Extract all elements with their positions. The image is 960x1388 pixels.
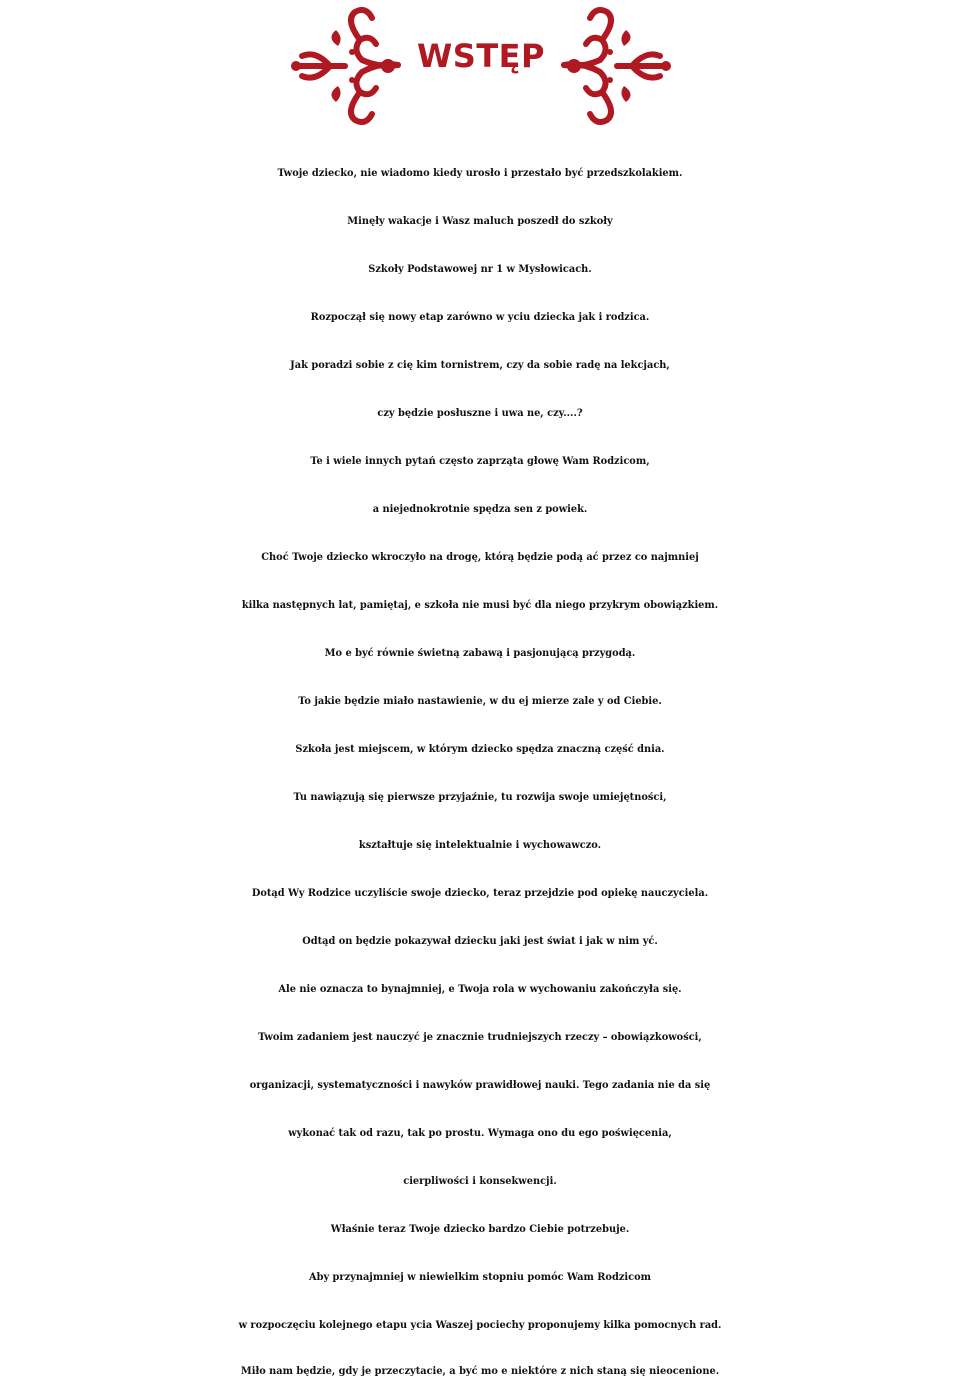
text-line: Jak poradzi sobie z cię kim tornistrem, czy da sobie radę na lekcjach, [290,360,670,371]
text-line: Aby przynajmniej w niewielkim stopniu pomóc Wam Rodzicom [309,1272,651,1283]
text-line: Dotąd Wy Rodzice uczyliście swoje dziecko, teraz przejdzie pod opiekę nauczyciela. [251,888,709,899]
text-line: Właśnie teraz Twoje dziecko bardzo Ciebie potrzebuje. [330,1224,630,1235]
text-line: cierpliwości i konsekwencji. [403,1176,557,1187]
text-line: Tu nawiązują się pierwsze przyjaźnie, tu rozwija swoje umiejętności, [293,792,667,803]
text-line: Mo e być równie świetną zabawą i pasjonującą przygodą. [324,648,636,659]
text-line: Rozpoczął się nowy etap zarówno w yciu dziecka jak i rodzica. [310,312,650,323]
text-line: Twoje dziecko, nie wiadomo kiedy urosło i przestało być przedszkolakiem. [277,168,683,179]
text-line: wykonać tak od razu, tak po prostu. Wymaga ono du ego poświęcenia, [288,1128,672,1139]
text-line: Szkoła jest miejscem, w którym dziecko spędza znaczną część dnia. [295,744,665,755]
text-line: Odtąd on będzie pokazywał dziecku jaki jest świat i jak w nim yć. [302,936,658,947]
text-line: Minęły wakacje i Wasz maluch poszedł do szkoły [347,216,613,227]
text-line: Choć Twoje dziecko wkroczyło na drogę, którą będzie podą ać przez co najmniej [261,552,699,563]
text-line: kilka następnych lat, pamiętaj, e szkoła nie musi być dla niego przykrym obowiązkiem. [241,600,719,611]
text-line: w rozpoczęciu kolejnego etapu ycia Waszej pociechy proponujemy kilka pomocnych rad. [238,1320,722,1331]
header-banner [0,0,960,130]
text-line: a niejednokrotnie spędza sen z powiek. [372,504,588,515]
text-line: organizacji, systematyczności i nawyków prawidłowej nauki. Tego zadania nie da się [249,1080,711,1091]
page-title: WSTĘP [417,37,545,75]
text-line: Te i wiele innych pytań często zaprząta głowę Wam Rodzicom, [310,456,650,467]
text-line: Szkoły Podstawowej nr 1 w Mysłowicach. [368,264,592,275]
text-line: kształtuje się intelektualnie i wychowawczo. [358,840,602,851]
text-line: Ale nie oznacza to bynajmniej, e Twoja rola w wychowaniu zakończyła się. [278,984,682,995]
text-line: Miło nam będzie, gdy je przeczytacie, a być mo e niektóre z nich staną się nieocenione. [240,1366,720,1377]
text-line: czy będzie posłuszne i uwa ne, czy....? [377,408,583,419]
text-line: To jakie będzie miało nastawienie, w du ej mierze zale y od Ciebie. [298,696,662,707]
text-line: Twoim zadaniem jest nauczyć je znacznie trudniejszych rzeczy – obowiązkowości, [258,1032,702,1043]
